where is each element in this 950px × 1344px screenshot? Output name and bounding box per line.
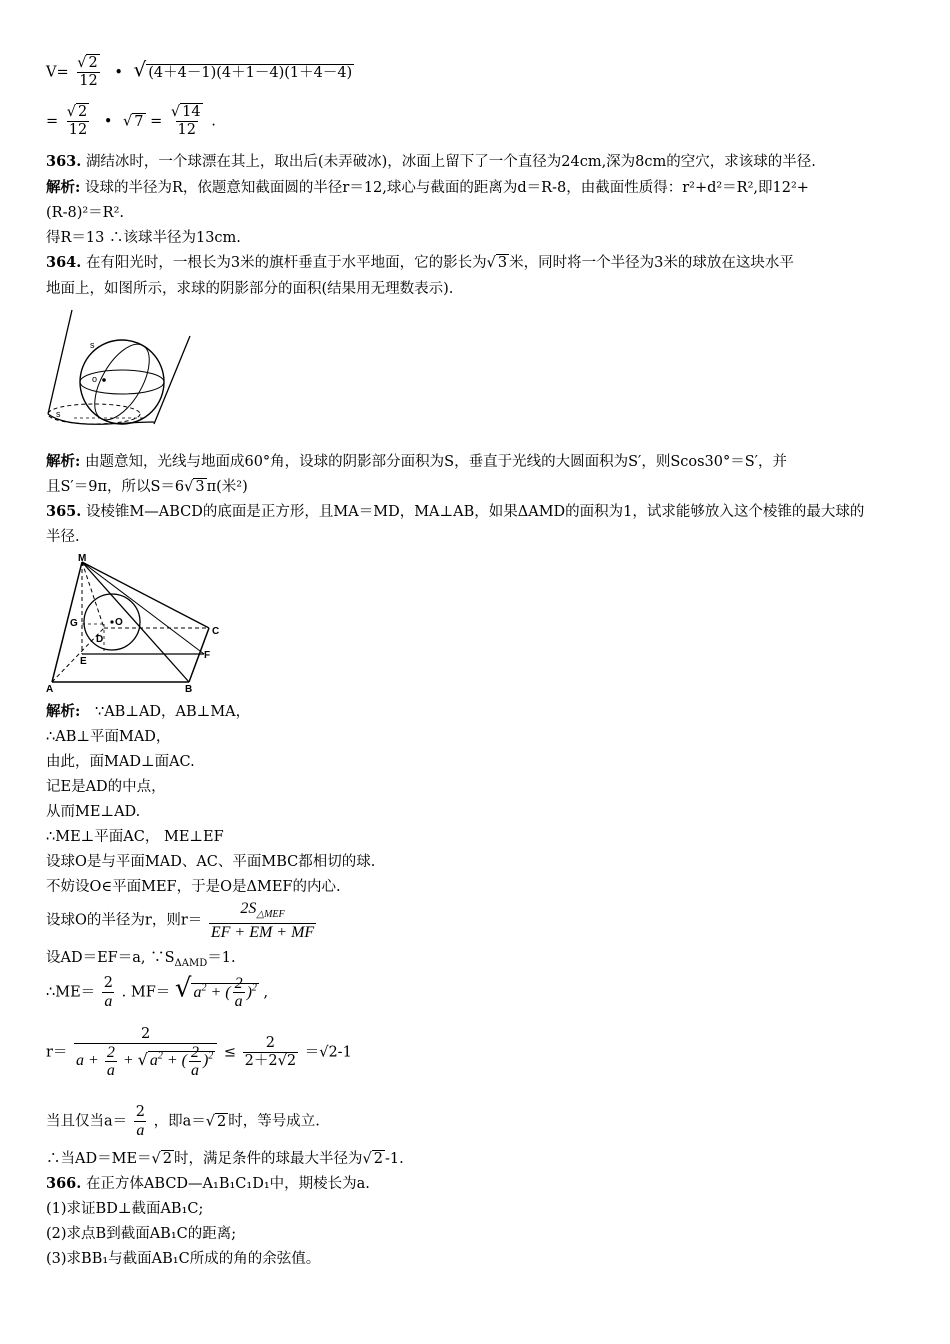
solution-363-line2: (R-8)²＝R². xyxy=(46,205,125,221)
label-M: M xyxy=(78,554,87,564)
solution-365-l12: r＝ 2 a + $\frac{2}{a}$ + √ $a^2$ + ( $\frac{2}{a}$ )$^2$ ≤ $\frac{2}{2+2√2}$ ＝√2-1 xyxy=(46,1026,352,1079)
label-F: F xyxy=(204,650,211,661)
solution-365-l14: ∴当AD＝ME＝√ 2 时，满足条件的球最大半径为√ 2 -1. xyxy=(46,1151,404,1167)
label-o: o xyxy=(92,374,98,384)
solution-363-line1: 解析: 设球的半径为R，依题意知截面圆的半径r＝12,球心与截面的距离为d＝R-8，由截面性质得：r²+d²＝R²,即12²+ xyxy=(46,179,809,196)
label-s-top: s xyxy=(90,340,95,350)
label-D: D xyxy=(96,634,104,645)
problem-365-line2: 半径. xyxy=(46,529,80,545)
v-prefix: V= xyxy=(46,64,69,81)
problem-366-q3: (3)求BB₁与截面AB₁C所成的角的余弦值。 xyxy=(46,1251,321,1267)
label-O: O xyxy=(115,617,123,628)
solution-365-l9: 设球O的半径为r，则r＝ $\frac{2S_{\triangle MEF}}{EF + EM + MF}$ xyxy=(46,900,315,942)
label-G: G xyxy=(70,618,78,629)
label-E: E xyxy=(80,656,87,667)
solution-365-l7: 设球O是与平面MAD、AC、平面MBC都相切的球. xyxy=(46,854,376,870)
solution-365-l6: ∴ME⊥平面AC， ME⊥EF xyxy=(46,829,224,845)
figure-pyramid xyxy=(44,554,234,694)
solution-365-l4: 记E是AD的中点， xyxy=(46,779,166,795)
solution-365-l5: 从而ME⊥AD. xyxy=(46,804,141,820)
formula-v: V= $\frac{√ 2}{12}$ • √ (4＋4－1)(4＋1－4)(1＋4－4) xyxy=(46,55,353,89)
problem-366: 366. 在正方体ABCD—A₁B₁C₁D₁中，期棱长为a. xyxy=(46,1175,370,1192)
figure-sphere-shadow xyxy=(44,304,194,434)
problem-363: 363. 湖结冰时，一个球漂在其上，取出后(未弄破冰)，冰面上留下了一个直径为24cm,深为8cm的空穴，求该球的半径. xyxy=(46,153,816,170)
solution-365-l11: ∴ME＝ $\frac{2}{a}$ . MF＝ √ $a^2$ + ( $\frac{2}{a}$ )$^2$ , xyxy=(46,973,269,1011)
problem-366-q2: (2)求点B到截面AB₁C的距离; xyxy=(46,1226,237,1242)
problem-366-q1: (1)求证BD⊥截面AB₁C; xyxy=(46,1201,204,1217)
solution-365-l2: ∴AB⊥平面MAD， xyxy=(46,729,171,745)
solution-365-l10: 设AD＝EF＝a, $\because S_{\Delta AMD}=1$. xyxy=(46,950,236,969)
problem-365-line1: 365. 设棱锥M—ABCD的底面是正方形，且MA＝MD，MA⊥AB，如果ΔAMD的面积为1，试求能够放入这个棱锥的最大球的 xyxy=(46,503,865,520)
fraction-sqrt2-over-12: $\frac{√ 2}{12}$ xyxy=(77,55,98,89)
label-s-bottom: s xyxy=(56,409,61,419)
solution-365-l1: 解析: ∵AB⊥AD，AB⊥MA， xyxy=(46,703,251,720)
problem-364-line1: 364. 在有阳光时，一根长为3米的旗杆垂直于水平地面，它的影长为√ 3 米，同时将一个半径为3米的球放在这块水平 xyxy=(46,254,794,271)
radicand-heron: (4＋4－1)(4＋1－4)(1＋4－4) xyxy=(148,64,353,81)
label-A: A xyxy=(46,684,54,694)
problem-364-line2: 地面上，如图所示，求球的阴影部分的面积(结果用无理数表示). xyxy=(46,281,454,297)
label-C: C xyxy=(212,626,220,637)
solution-364-line1: 解析: 由题意知，光线与地面成60°角，设球的阴影部分面积为S，垂直于光线的大圆面积为S′，则Scos30°＝S′，并 xyxy=(46,453,787,470)
solution-365-l13: 当且仅当a＝ $\frac{2}{a}$ ，即a＝√ 2 时，等号成立. xyxy=(46,1104,320,1139)
solution-365-l3: 由此，面MAD⊥面AC. xyxy=(46,754,195,770)
formula-result: = $\frac{√ 2}{12}$ • √ 7 = $\frac{√ 14}{12}$ . xyxy=(46,104,216,138)
solution-364-line2: 且S′＝9π，所以S＝6√ 3 π(米²) xyxy=(46,479,248,495)
label-B: B xyxy=(185,684,193,694)
solution-363-line3: 得R＝13 ∴该球半径为13cm. xyxy=(46,230,241,246)
solution-365-l8: 不妨设O∈平面MEF，于是O是ΔMEF的内心. xyxy=(46,879,341,895)
